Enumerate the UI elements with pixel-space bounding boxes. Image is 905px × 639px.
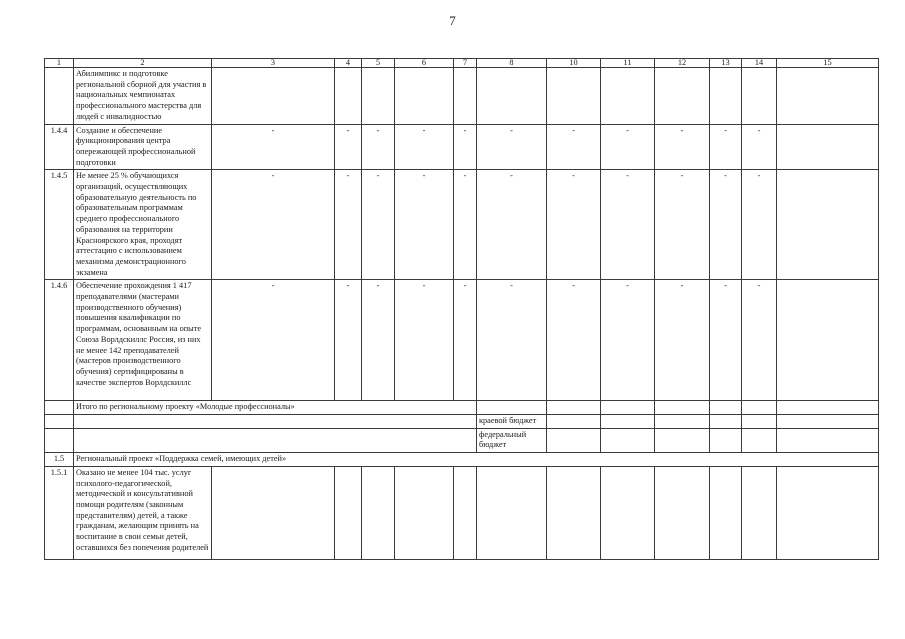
column-header: 15	[777, 59, 879, 68]
cell	[710, 415, 742, 429]
cell-dash: -	[601, 170, 655, 280]
row-description: Создание и обеспечение функционирования центра опережающей профессиональной подготовки	[74, 124, 212, 170]
row-number-cell	[45, 401, 74, 415]
row-number-cell: 1.5.1	[45, 466, 74, 559]
cell	[655, 68, 710, 125]
cell	[547, 401, 601, 415]
cell-dash: -	[395, 170, 454, 280]
cell	[710, 466, 742, 559]
cell	[777, 170, 879, 280]
cell-dash: -	[362, 124, 395, 170]
column-header: 1	[45, 59, 74, 68]
cell	[601, 415, 655, 429]
cell-dash: -	[710, 170, 742, 280]
cell	[74, 415, 477, 429]
cell-dash: -	[454, 170, 477, 280]
cell-dash: -	[710, 124, 742, 170]
cell-dash: -	[601, 124, 655, 170]
cell	[655, 401, 710, 415]
table-row	[45, 170, 879, 280]
cell-dash: -	[601, 280, 655, 401]
row-number-cell	[45, 428, 74, 452]
cell	[395, 68, 454, 125]
cell	[395, 466, 454, 559]
cell	[477, 68, 547, 125]
cell-dash: -	[335, 124, 362, 170]
column-header: 3	[212, 59, 335, 68]
cell-dash: -	[335, 280, 362, 401]
row-number-cell	[45, 68, 74, 125]
cell-dash: -	[477, 170, 547, 280]
column-number-row	[45, 59, 879, 68]
cell-dash: -	[655, 170, 710, 280]
cell	[710, 68, 742, 125]
cell	[601, 466, 655, 559]
column-header: 8	[477, 59, 547, 68]
cell	[212, 68, 335, 125]
cell	[547, 428, 601, 452]
row-description: Абилимпикс и подготовке региональной сборной для участия в национальных чемпионатах профессионального мастерства для людей с инвалидностью	[74, 68, 212, 125]
cell-dash: -	[742, 170, 777, 280]
cell	[362, 68, 395, 125]
row-description: Оказано не менее 104 тыс. услуг психолого-педагогической, методической и консультативной помощи родителям (законным представителям) детей, а также гражданам, желающим принять на воспитание в свои семьи детей, оставшихся без попечения родителей	[74, 466, 212, 559]
cell	[742, 428, 777, 452]
cell	[454, 68, 477, 125]
row-description: Обеспечение прохождения 1 417 преподавателями (мастерами производственного обучения) повышения квалификации по программам, основанным на опыте Союза Ворлдскиллс Россия, из них не менее 142 преподавателей (мастеров производственного обучения) сертифицированы в качестве экспертов Ворлдскиллс	[74, 280, 212, 401]
section-title: Региональный проект «Поддержка семей, имеющих детей»	[74, 453, 879, 467]
column-header: 2	[74, 59, 212, 68]
total-label: Итого по региональному проекту «Молодые профессионалы»	[74, 401, 477, 415]
total-subrow-federal	[45, 428, 879, 452]
budget-label: краевой бюджет	[477, 415, 547, 429]
cell-dash: -	[742, 280, 777, 401]
cell	[777, 428, 879, 452]
cell	[477, 401, 547, 415]
cell-dash: -	[454, 280, 477, 401]
cell	[655, 428, 710, 452]
cell	[742, 415, 777, 429]
cell	[742, 68, 777, 125]
total-row	[45, 401, 879, 415]
cell	[777, 124, 879, 170]
cell-dash: -	[477, 124, 547, 170]
cell	[777, 280, 879, 401]
cell-dash: -	[454, 124, 477, 170]
cell	[777, 68, 879, 125]
cell-dash: -	[710, 280, 742, 401]
column-header: 14	[742, 59, 777, 68]
column-header: 11	[601, 59, 655, 68]
cell	[335, 68, 362, 125]
table-row	[45, 68, 879, 125]
cell-dash: -	[212, 124, 335, 170]
cell-dash: -	[212, 280, 335, 401]
section-row	[45, 453, 879, 467]
cell	[742, 401, 777, 415]
cell-dash: -	[212, 170, 335, 280]
cell	[777, 401, 879, 415]
row-number-cell: 1.4.5	[45, 170, 74, 280]
budget-label: федеральный бюджет	[477, 428, 547, 452]
cell	[547, 68, 601, 125]
cell	[601, 428, 655, 452]
cell	[655, 466, 710, 559]
cell	[601, 68, 655, 125]
cell	[335, 466, 362, 559]
cell-dash: -	[655, 280, 710, 401]
column-header: 12	[655, 59, 710, 68]
row-number-cell: 1.5	[45, 453, 74, 467]
cell	[655, 415, 710, 429]
cell-dash: -	[547, 280, 601, 401]
cell-dash: -	[362, 170, 395, 280]
cell	[212, 466, 335, 559]
cell	[454, 466, 477, 559]
column-header: 10	[547, 59, 601, 68]
cell-dash: -	[477, 280, 547, 401]
cell	[477, 466, 547, 559]
row-number-cell: 1.4.4	[45, 124, 74, 170]
cell	[777, 415, 879, 429]
row-number-cell	[45, 415, 74, 429]
row-number-cell: 1.4.6	[45, 280, 74, 401]
cell	[710, 428, 742, 452]
column-header: 4	[335, 59, 362, 68]
column-header: 5	[362, 59, 395, 68]
page-number: 7	[449, 13, 456, 28]
cell-dash: -	[362, 280, 395, 401]
cell	[742, 466, 777, 559]
total-subrow-regional	[45, 415, 879, 429]
cell	[362, 466, 395, 559]
column-header: 7	[454, 59, 477, 68]
cell	[601, 401, 655, 415]
table-row	[45, 124, 879, 170]
row-description: Не менее 25 % обучающихся организаций, осуществляющих образовательную деятельность по образовательным программам среднего профессионального образования на территории Красноярского края, проходят аттестацию с использованием механизма демонстрационного экзамена	[74, 170, 212, 280]
cell	[547, 415, 601, 429]
cell	[710, 401, 742, 415]
cell-dash: -	[655, 124, 710, 170]
table-row	[45, 280, 879, 401]
cell	[74, 428, 477, 452]
cell-dash: -	[547, 124, 601, 170]
cell-dash: -	[335, 170, 362, 280]
cell-dash: -	[395, 280, 454, 401]
cell	[777, 466, 879, 559]
column-header: 6	[395, 59, 454, 68]
cell-dash: -	[395, 124, 454, 170]
cell	[547, 466, 601, 559]
table-row	[45, 466, 879, 559]
cell-dash: -	[547, 170, 601, 280]
cell-dash: -	[742, 124, 777, 170]
budget-table	[44, 58, 879, 560]
column-header: 13	[710, 59, 742, 68]
